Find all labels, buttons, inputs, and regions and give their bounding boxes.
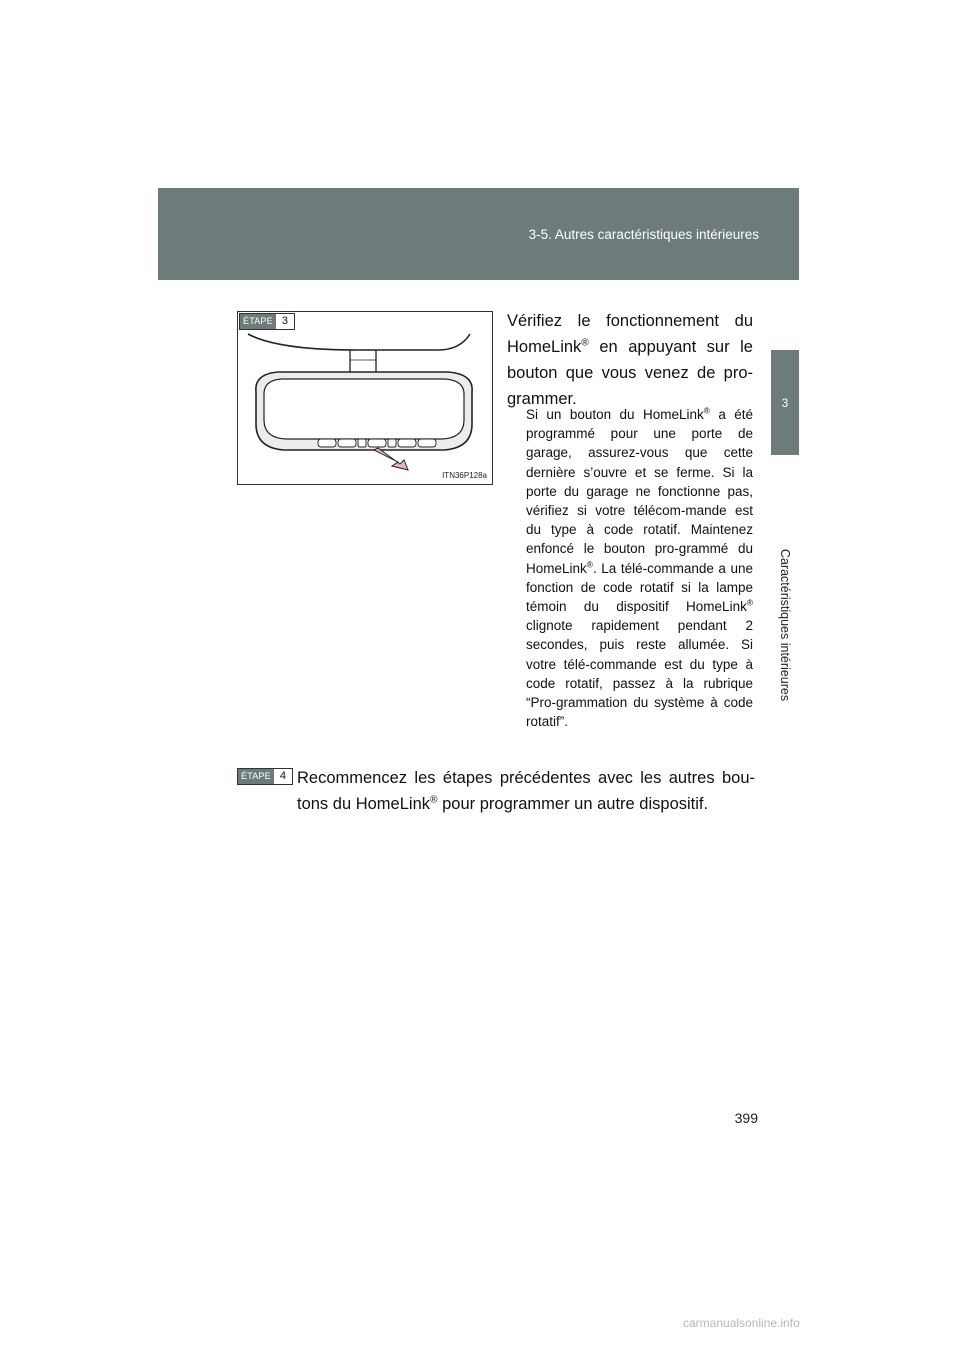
chapter-label-container [771,460,799,790]
registered-mark: ® [586,559,593,570]
step-number: 4 [279,770,286,782]
step-label: ÉTAPE [240,314,276,329]
step-4-text-after: pour programmer un autre dispositif. [437,795,709,813]
step-4-text-before: Recommencez les étapes précédentes avec les autres bou-tons du HomeLink [297,769,755,813]
page-number: 399 [734,1110,758,1126]
figure-code: ITN36P128a [442,471,487,480]
registered-mark: ® [746,597,753,608]
note-part-2: a été programmé pour une porte de garage, assurez-vous que cette dernière s’ouvre et se ferme. Si la porte du garage ne fonctionne pas, vérifiez si votre télécom-mande est du type à code rotatif. Maintenez enfoncé le bouton pro-grammé du HomeLink [526,407,753,576]
step-label: ÉTAPE [238,769,274,784]
step-4-badge [237,768,293,785]
mirror-illustration [237,311,493,485]
step-number: 3 [281,315,288,327]
registered-mark: ® [430,794,438,806]
watermark: carmanualsonline.info [683,1316,800,1330]
registered-mark: ® [581,337,589,349]
chapter-number: 3 [781,395,789,410]
section-title: 3-5. Autres caractéristiques intérieures [528,227,759,242]
header-band [158,188,799,280]
rearview-mirror-drawing [238,312,492,484]
step-4-instruction [297,765,755,817]
note-part-4: clignote rapidement pendant 2 secondes, puis reste allumée. Si votre télé-commande est du type à code rotatif, passez à la rubrique “Pro-grammation du système à code rotatif”. [526,618,753,730]
chapter-tab [771,350,799,455]
step-3-note [526,405,753,731]
step-3-instruction [507,308,753,412]
step-4 [237,765,755,817]
chapter-label: Caractéristiques intérieures [778,548,792,702]
step-3-text-after: en appuyant sur le bouton que vous venez de pro-grammer. [507,338,753,408]
step-3-text-before: Vérifiez le fonctionnement du HomeLink [507,312,753,356]
note-part-1: Si un bouton du HomeLink [526,407,704,422]
note-part-3: . La télé-commande a une fonction de code rotatif si la lampe témoin du dispositif HomeLink [526,560,753,615]
registered-mark: ® [703,405,710,416]
